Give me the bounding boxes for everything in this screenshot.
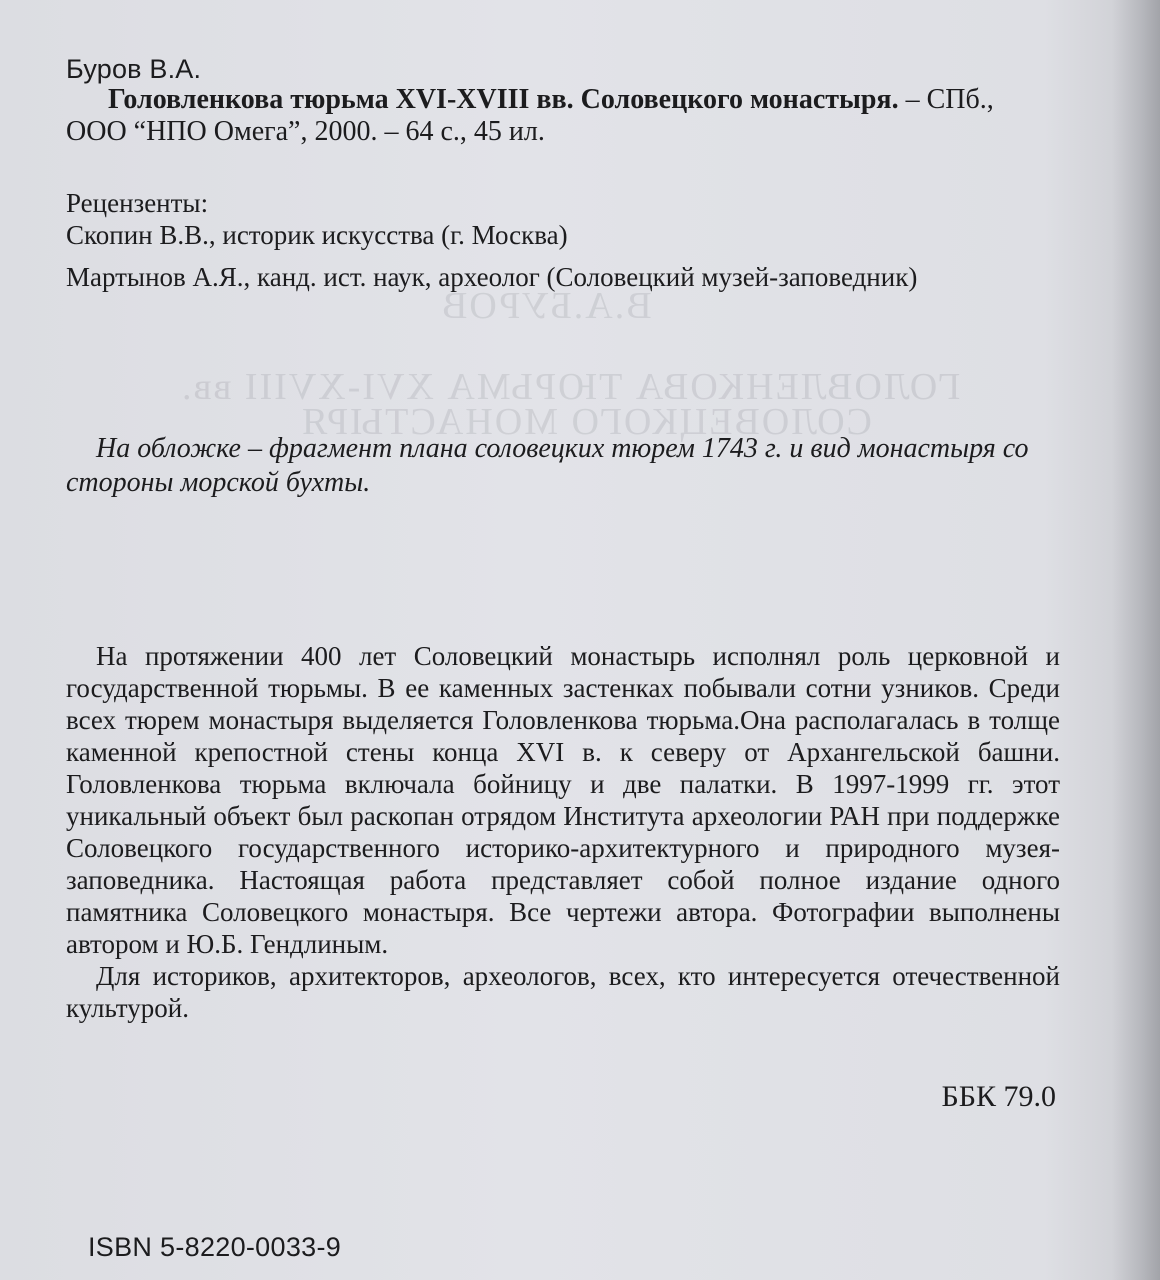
publisher-line: ООО “НПО Омега”, 2000. – 64 с., 45 ил. [66, 116, 545, 147]
reviewers-label: Рецензенты: [66, 188, 209, 218]
annotation-paragraph: На протяжении 400 лет Соловецкий монастырь исполнял роль церковной и государственной тюрьмы. В ее каменных застенках побывали сотни узников. Среди всех тюрем монастыря выделяется Головленкова тюрьма.Она располагалась в толще каменной крепостной стены конца XVI в. к северу от Архангельской башни. Головленкова тюрьма включала бойницу и две палатки. В 1997-1999 гг. этот уникальный объект был раскопан отрядом Института археологии РАН при поддержке Соловецкого государственного историко-архитектурного и природного музея-заповедника. Настоящая работа представляет собой полное издание одного памятника Соловецкого монастыря. Все чертежи автора. Фотографии выполнены автором и Ю.Б. Гендлиным. [66, 641, 1060, 959]
show-through-text-1: В.А.БУРОВ [440, 285, 652, 327]
book-title: Головленкова тюрьма XVI-XVIII вв. Соловецкого монастыря. [108, 84, 899, 115]
annotation [66, 640, 1060, 1024]
reviewer-item: Скопин В.В., историк искусства (г. Москва) [66, 220, 568, 250]
publication-place: – СПб., [898, 84, 994, 115]
reviewer-item: Мартынов А.Я., канд. ист. наук, археолог (Соловецкий музей-заповедник) [66, 262, 918, 292]
show-through-text-2: ГОЛОВЛЕНКОВА ТЮРЬМА XVI-XVIII вв. [180, 366, 961, 408]
page-edge-shadow [1112, 0, 1160, 1280]
isbn: ISBN 5-8220-0033-9 [88, 1232, 342, 1262]
cover-note: На обложке – фрагмент плана соловецких тюрем 1743 г. и вид монастыря со стороны морской бухты. [66, 433, 1029, 498]
show-through-text-3: СОЛОВЕЦКОГО МОНАСТЫРЯ [300, 401, 872, 443]
bbk-code: ББК 79.0 [941, 1080, 1056, 1113]
title-line [108, 84, 994, 116]
author-name: Буров В.А. [66, 54, 202, 84]
annotation-paragraph: Для историков, архитекторов, археологов, всех, кто интересуется отечественной культурой. [66, 961, 1060, 1023]
